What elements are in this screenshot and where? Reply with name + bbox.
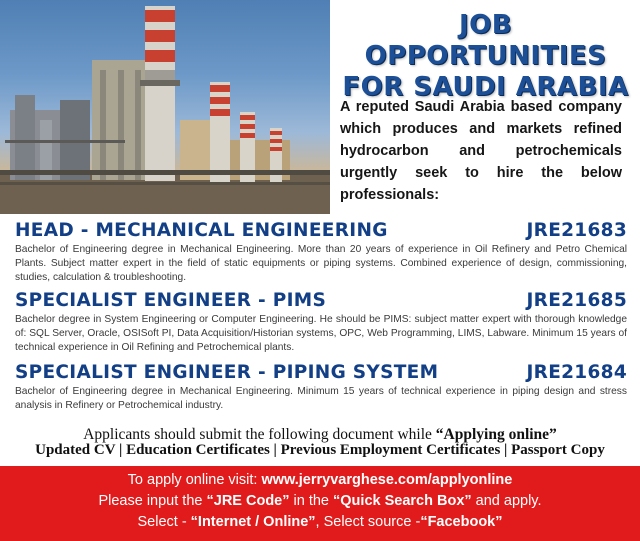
job-code: JRE21684 (526, 362, 627, 383)
in-the-text: in the (289, 493, 334, 509)
company-intro: A reputed Saudi Arabia based company which produces and markets refined hydrocarbon and petrochemicals urgently seek to hire the below professionals: (340, 99, 622, 203)
job-listing (15, 362, 627, 413)
quick-search-text: “Quick Search Box” (333, 493, 472, 509)
job-description: Bachelor degree in System Engineering or Computer Engineering. He should be PIMS: subject matter expert with thorough knowledge of: SQL Server, Oracle, OSISoft PI, Data Acquisition/Historian systems, OPC, Web Programming, LIMS, Labware. Minimum 15 years of technical experience in Oil Refining and Petrochemical plants. (15, 314, 627, 353)
select-source-text: , Select source - (315, 514, 421, 530)
required-documents: Updated CV | Education Certificates | Previous Employment Certificates | Passport Copy (35, 442, 605, 458)
apply-footer (0, 466, 640, 541)
title-line-2: FOR SAUDI ARABIA (342, 72, 629, 102)
facebook-text: “Facebook” (420, 514, 503, 530)
page-title (338, 10, 633, 103)
job-listing (15, 220, 627, 285)
refinery-photo (0, 0, 330, 214)
job-description: Bachelor of Engineering degree in Mechanical Engineering. More than 20 years of experience in Oil Refinery and Petro Chemical Plants. Subject matter expert in the field of static equipments or piping systems. Combined experience of design, commissioning, studies, calculation & troubleshooting. (15, 244, 627, 283)
internet-online-text: “Internet / Online” (190, 514, 316, 530)
second-chimney (210, 82, 230, 182)
title-line-1: JOB OPPORTUNITIES (364, 10, 607, 71)
job-listing (15, 290, 627, 355)
input-text: Please input the (98, 493, 207, 509)
and-apply-text: and apply. (471, 493, 542, 509)
job-code: JRE21683 (526, 220, 627, 241)
job-title: SPECIALIST ENGINEER - PIMS (15, 290, 327, 311)
select-text: Select - (137, 514, 191, 530)
footer-line-3 (0, 512, 640, 533)
applicants-text: Applicants should submit the following document while (83, 426, 436, 443)
job-code: JRE21685 (526, 290, 627, 311)
job-title: SPECIALIST ENGINEER - PIPING SYSTEM (15, 362, 439, 383)
main-chimney (140, 6, 180, 181)
apply-visit-text: To apply online visit: (127, 472, 262, 488)
job-description: Bachelor of Engineering degree in Mechanical Engineering. Minimum 15 years of technical experience in piping design and stress analysis in Refinery or Petrochemical industry. (15, 386, 627, 411)
footer-line-2 (0, 491, 640, 512)
job-title: HEAD - MECHANICAL ENGINEERING (15, 220, 388, 241)
jre-code-text: “JRE Code” (206, 493, 290, 509)
applying-online-quote: “Applying online” (435, 426, 557, 443)
apply-url-link[interactable]: www.jerryvarghese.com/applyonline (261, 472, 513, 488)
refinery-illustration (0, 0, 330, 214)
footer-line-1 (0, 470, 640, 491)
